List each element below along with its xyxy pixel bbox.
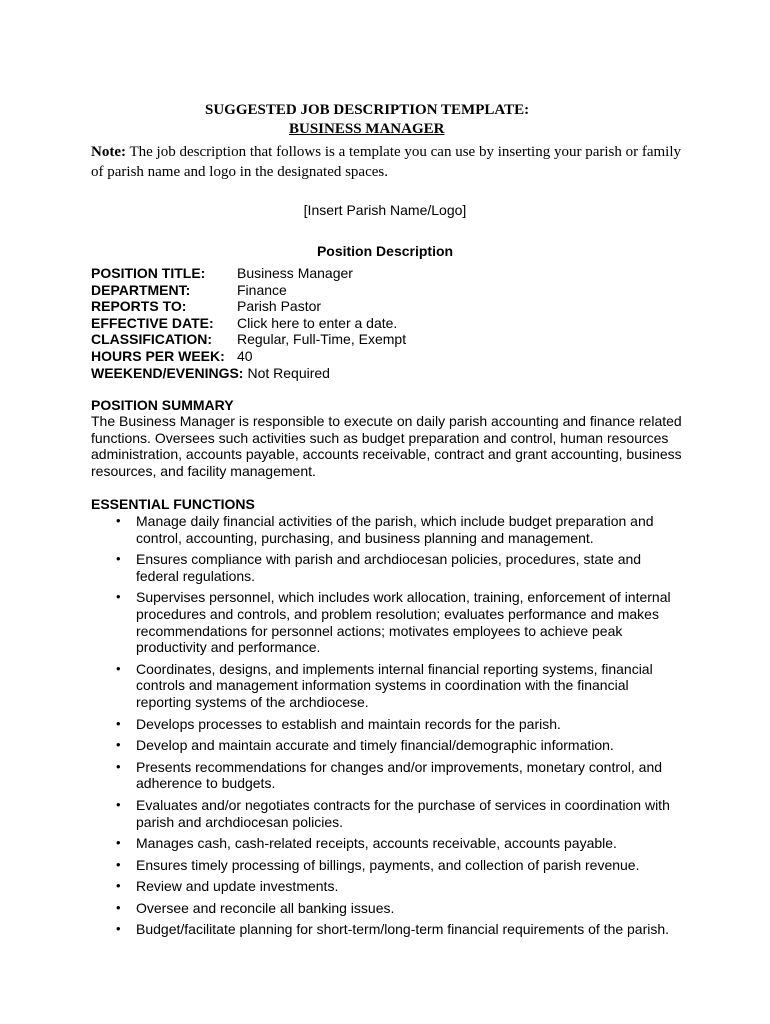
list-item-text: Develop and maintain accurate and timely financial/demographic information. [136, 737, 614, 754]
list-item-text: Ensures timely processing of billings, payments, and collection of parish revenue. [136, 856, 640, 873]
list-item-text: Budget/facilitate planning for short-term/long-term financial requirements of the parish. [136, 921, 670, 938]
list-item [0, 835, 676, 852]
field-row-weekend-evenings [91, 365, 330, 382]
title-line-1: SUGGESTED JOB DESCRIPTION TEMPLATE: [205, 102, 530, 118]
summary-heading: POSITION SUMMARY [91, 397, 234, 413]
note-paragraph [91, 142, 691, 182]
field-value: Business Manager [237, 265, 353, 281]
bullet-icon: • [116, 796, 121, 812]
list-item [0, 716, 676, 733]
list-item-text: Supervises personnel, which includes work allocation, training, enforcement of internal procedures and controls, and problem resolution; evaluates performance and makes recommendations for personnel actions; motivates employees to achieve peak productivity and performance. [136, 589, 671, 656]
list-item [0, 589, 676, 655]
list-item [0, 857, 676, 874]
field-value: Finance [237, 281, 287, 298]
list-item [0, 900, 676, 917]
field-row-classification [91, 331, 407, 348]
list-item-text: Oversee and reconcile all banking issues. [136, 899, 395, 916]
effective-date-field[interactable]: Click here to enter a date. [237, 314, 398, 331]
field-row-reports-to [91, 298, 330, 315]
field-label: WEEKEND/EVENINGS: [91, 364, 244, 381]
field-row-hours-per-week [91, 348, 330, 365]
bullet-icon: • [116, 835, 121, 851]
list-item-text: Manages cash, cash-related receipts, accounts receivable, accounts payable. [136, 835, 617, 852]
field-value: 40 [237, 347, 253, 364]
list-item-text: Presents recommendations for changes and/or improvements, monetary control, and adherence to budgets. [136, 758, 663, 792]
position-fields [91, 265, 407, 381]
field-label: HOURS PER WEEK: [91, 347, 225, 364]
parish-placeholder: [Insert Parish Name/Logo] [303, 202, 467, 218]
note-label: Note: [91, 144, 126, 160]
bullet-icon: • [116, 589, 121, 605]
list-item [0, 878, 676, 895]
field-value: Regular, Full-Time, Exempt [237, 331, 407, 348]
field-value: Parish Pastor [237, 298, 322, 315]
bullet-icon: • [116, 899, 121, 915]
field-value: Not Required [247, 364, 330, 381]
list-item-text: Review and update investments. [136, 878, 339, 895]
summary-text: The Business Manager is responsible to execute on daily parish accounting and finance related functions. Oversees such activities such as budget preparation and control, human resources administration, accounts payable, accounts receivable, contract and grant accounting, business resources, and facility management. [91, 413, 682, 479]
list-item-text: Develops processes to establish and maintain records for the parish. [136, 715, 561, 732]
bullet-icon: • [116, 921, 121, 937]
field-label: REPORTS TO: [91, 298, 187, 315]
field-label: DEPARTMENT: [91, 281, 191, 298]
list-item [0, 921, 676, 938]
bullet-icon: • [116, 758, 121, 774]
bullet-icon: • [116, 878, 121, 894]
list-item [0, 797, 676, 830]
list-item [0, 551, 676, 584]
field-label: CLASSIFICATION: [91, 331, 213, 348]
field-row-position-title [91, 265, 353, 282]
bullet-icon: • [116, 715, 121, 731]
list-item [0, 759, 676, 792]
field-row-department [91, 282, 330, 299]
title-line-2: BUSINESS MANAGER [289, 121, 445, 137]
field-row-effective-date [91, 314, 398, 332]
essential-functions-list [0, 513, 770, 943]
position-description-heading: Position Description [316, 243, 454, 259]
list-item [0, 661, 676, 711]
list-item-text: Coordinates, designs, and implements internal financial reporting systems, financial controls and management information systems in coordination with the financial reporting systems of the archdiocese. [136, 660, 653, 710]
list-item [0, 737, 676, 754]
bullet-icon: • [116, 660, 121, 676]
list-item [0, 513, 676, 546]
list-item-text: Ensures compliance with parish and archdiocesan policies, procedures, state and federal regulations. [136, 551, 642, 584]
list-item-text: Evaluates and/or negotiates contracts for the purchase of services in coordination with parish and archdiocesan policies. [136, 796, 670, 830]
bullet-icon: • [116, 513, 121, 528]
field-label: EFFECTIVE DATE: [91, 314, 214, 331]
list-item-text: Manage daily financial activities of the parish, which include budget preparation and control, accounting, purchasing, and business planning and management. [136, 513, 654, 546]
bullet-icon: • [116, 551, 121, 567]
bullet-icon: • [116, 856, 121, 872]
essential-functions-heading: ESSENTIAL FUNCTIONS [91, 496, 255, 512]
bullet-icon: • [116, 737, 121, 753]
field-label: POSITION TITLE: [91, 265, 206, 281]
note-text: The job description that follows is a template you can use by inserting your parish or family of parish name and logo in the designated spaces. [91, 144, 682, 180]
